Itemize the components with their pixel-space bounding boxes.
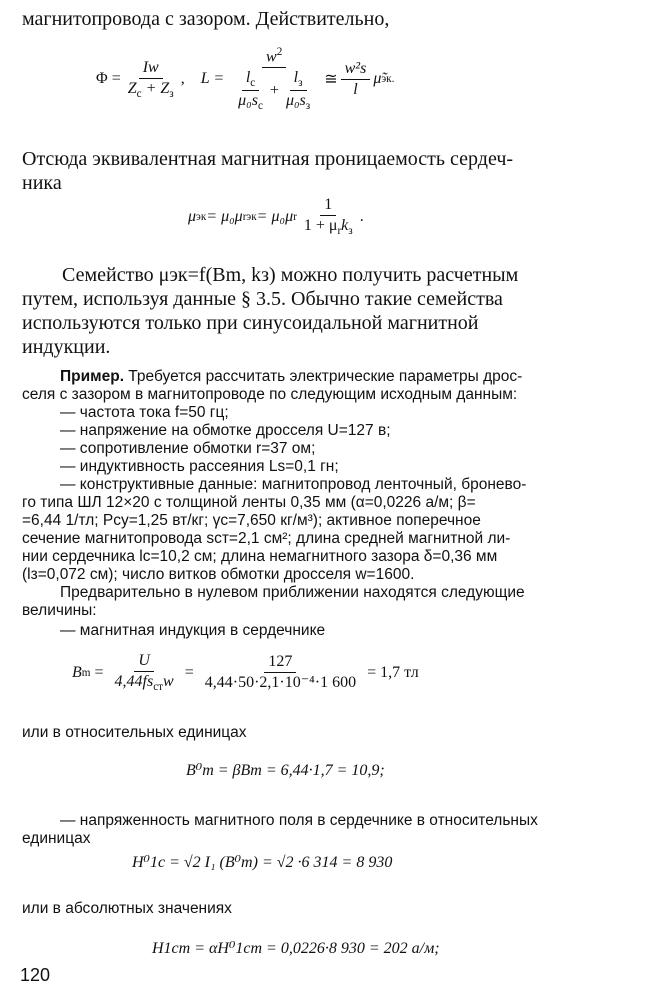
- fraction: [201, 653, 360, 691]
- formula-text: 2: [276, 46, 283, 58]
- example-item-voltage: — напряжение на обмотке дросселя U=127 в;: [60, 422, 391, 439]
- formula-text: r: [337, 224, 342, 237]
- formula-text: = μ₀μ: [206, 207, 243, 225]
- para2-line3: используются только при синусоидальной магнитной: [22, 312, 479, 334]
- example-item-inductance: — индуктивность рассеяния Ls=0,1 гн;: [60, 458, 339, 475]
- formula-text: з: [298, 77, 303, 90]
- relative-units-label: или в относительных единицах: [22, 724, 247, 741]
- induction-label: — магнитная индукция в сердечнике: [60, 622, 326, 639]
- formula-text: l: [245, 68, 251, 86]
- formula-mu-equivalent: [188, 196, 364, 237]
- formula-text: Z: [127, 79, 137, 97]
- example-item-frequency: — частота тока f=50 гц;: [60, 404, 229, 421]
- field-strength-text: — напряженность магнитного поля в сердечнике в относительных: [60, 812, 538, 829]
- example-item-resistance: — сопротивление обмотки r=37 ом;: [60, 440, 316, 457]
- fraction: [341, 60, 371, 98]
- example-item-design-l5: нии сердечника lc=10,2 см; длина немагнитного зазора δ=0,36 мм: [22, 548, 498, 565]
- formula-text: .: [359, 207, 364, 225]
- formula-text: ,: [180, 70, 185, 88]
- formula-text: ≅: [324, 71, 338, 89]
- formula-text: Φ =: [96, 70, 121, 88]
- formula-text: = 1,7 тл: [367, 663, 419, 681]
- formula-text: μ: [188, 207, 197, 225]
- para1-line1: Отсюда эквивалентная магнитная проницаемость сердеч-: [22, 148, 514, 170]
- formula-text: c: [257, 100, 263, 113]
- formula-text: w²s: [344, 60, 367, 78]
- formula-text: +: [269, 82, 279, 100]
- para2-line2: путем, используя данные § 3.5. Обычно такие семейства: [22, 288, 503, 310]
- formula-text: c: [136, 87, 142, 100]
- formula-text: 4,44fs: [114, 672, 154, 690]
- formula-text: k: [341, 216, 349, 234]
- example-item-design-l6: (lз=0,072 см); число витков обмотки дросселя w=1600.: [22, 566, 415, 583]
- formula-text: μ₀s: [285, 92, 306, 110]
- formula-text: w: [266, 48, 277, 66]
- preliminary-line2: величины:: [22, 602, 97, 619]
- formula-text: = μ₀μ: [256, 207, 294, 225]
- example-item-design-l2: го типа ШЛ 12×20 с толщиной ленты 0,35 мм (α=0,0226 а/м; β=: [22, 494, 476, 511]
- formula-text: 127: [264, 653, 296, 673]
- formula-text: l: [293, 68, 299, 86]
- formula-text: 4,44·50·2,1·10⁻⁴·1 600: [204, 674, 357, 692]
- fraction: [282, 69, 314, 113]
- example-item-design-l4: сечение магнитопровода sст=2,1 см²; длина средней магнитной ли-: [22, 530, 511, 547]
- fraction: [300, 196, 357, 237]
- formula-text: l: [353, 80, 358, 98]
- formula-text: rэк: [242, 210, 257, 223]
- formula-text: 1: [320, 196, 336, 216]
- preliminary-line1: Предварительно в нулевом приближении находятся следующие: [60, 584, 525, 601]
- formula-text: з: [305, 100, 311, 113]
- formula-text: m: [81, 666, 91, 679]
- example-text: Требуется рассчитать электрические параметры дрос-: [124, 368, 523, 385]
- formula-text: з: [348, 224, 353, 237]
- fraction: [227, 46, 321, 113]
- example-item-design-l1: — конструктивные данные: магнитопровод ленточный, бронево-: [60, 476, 527, 493]
- formula-text: ст: [153, 680, 164, 693]
- formula-text: =: [94, 663, 104, 681]
- formula-text: μ₀s: [238, 92, 258, 110]
- para2-line4: индукции.: [22, 336, 111, 358]
- formula-h0: H⁰1c = √2 I₁ (B⁰m) = √2 ·6 314 = 8 930: [132, 854, 393, 871]
- fraction: [234, 69, 267, 113]
- intro-line: магнитопровода с зазором. Действительно,: [22, 8, 390, 30]
- formula-text: =: [184, 663, 194, 681]
- formula-text: B: [72, 663, 82, 681]
- formula-text: 1 + μ: [303, 216, 338, 234]
- field-strength-line2: единицах: [22, 830, 91, 847]
- formula-text: эк: [196, 210, 207, 223]
- para1-line2: ника: [22, 172, 62, 194]
- page-number: 120: [20, 965, 51, 985]
- formula-text: + Z: [141, 79, 170, 97]
- formula-h: H1ст = αH⁰1ст = 0,0226·8 930 = 202 а/м;: [152, 940, 440, 957]
- formula-text: U: [138, 652, 150, 669]
- formula-text: c: [250, 77, 256, 90]
- formula-bm: [72, 652, 419, 693]
- formula-text: w: [163, 672, 174, 690]
- formula-text: r: [293, 210, 297, 223]
- formula-text: μ̃: [373, 70, 382, 88]
- field-strength-line1: [60, 812, 600, 830]
- example-line2: селя с зазором в магнитопроводе по следующим исходным данным:: [22, 386, 518, 403]
- example-line1: [60, 368, 522, 386]
- absolute-values-label: или в абсолютных значениях: [22, 900, 232, 917]
- formula-text: эк.: [381, 73, 395, 86]
- formula-flux-inductance: [96, 46, 394, 113]
- fraction: [124, 59, 178, 100]
- para2-line1: Семейство μэк=f(Bm, kз) можно получить расчетным: [62, 264, 519, 286]
- example-label: Пример.: [60, 368, 124, 385]
- fraction: [111, 652, 178, 693]
- formula-text: Iw: [142, 58, 159, 76]
- formula-text: з: [169, 87, 174, 100]
- formula-text: L =: [200, 70, 225, 88]
- example-item-design-l3: =6,44 1/тл; Pсу=1,25 вт/кг; γc=7,650 кг/м³); активное поперечное: [22, 512, 481, 529]
- formula-bm0: B⁰m = βBm = 6,44·1,7 = 10,9;: [186, 762, 385, 779]
